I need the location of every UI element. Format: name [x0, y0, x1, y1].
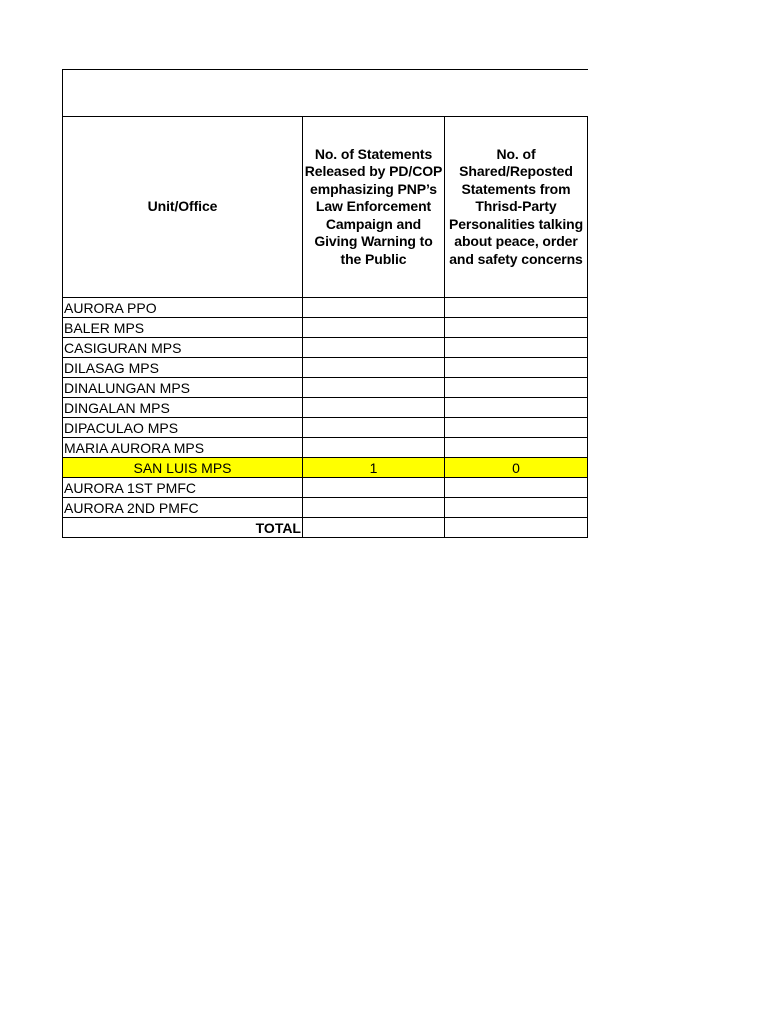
unit-cell[interactable]: AURORA 1ST PMFC: [63, 478, 303, 498]
header-row: [63, 117, 588, 298]
unit-cell[interactable]: CASIGURAN MPS: [63, 338, 303, 358]
table-row: [63, 358, 588, 378]
table-row: [63, 298, 588, 318]
table-row: [63, 438, 588, 458]
unit-cell[interactable]: DIPACULAO MPS: [63, 418, 303, 438]
header-shared-statements[interactable]: No. of Shared/Reposted Statements from Thrisd-Party Personalities talking about peace, order and safety concerns: [445, 117, 588, 298]
shared-cell[interactable]: [445, 298, 588, 318]
table-row-highlighted: [63, 458, 588, 478]
table-row: [63, 378, 588, 398]
statements-cell[interactable]: [303, 298, 445, 318]
unit-cell[interactable]: MARIA AURORA MPS: [63, 438, 303, 458]
table-row: [63, 498, 588, 518]
total-shared-cell[interactable]: [445, 518, 588, 538]
table-title-row: [63, 70, 588, 117]
report-table: [62, 69, 588, 538]
shared-cell[interactable]: [445, 398, 588, 418]
unit-cell[interactable]: AURORA PPO: [63, 298, 303, 318]
table-row: [63, 478, 588, 498]
statements-cell[interactable]: [303, 318, 445, 338]
statements-cell[interactable]: [303, 438, 445, 458]
statements-cell[interactable]: [303, 478, 445, 498]
shared-cell[interactable]: [445, 438, 588, 458]
shared-cell[interactable]: [445, 358, 588, 378]
statements-cell[interactable]: [303, 498, 445, 518]
shared-cell[interactable]: [445, 378, 588, 398]
total-row: [63, 518, 588, 538]
unit-cell[interactable]: DINALUNGAN MPS: [63, 378, 303, 398]
statements-cell[interactable]: 1: [303, 458, 445, 478]
statements-cell[interactable]: [303, 398, 445, 418]
table-row: [63, 318, 588, 338]
shared-cell[interactable]: 0: [445, 458, 588, 478]
statements-cell[interactable]: [303, 378, 445, 398]
statements-cell[interactable]: [303, 338, 445, 358]
total-label[interactable]: TOTAL: [63, 518, 303, 538]
unit-cell[interactable]: AURORA 2ND PMFC: [63, 498, 303, 518]
statements-cell[interactable]: [303, 358, 445, 378]
table-row: [63, 338, 588, 358]
unit-cell[interactable]: SAN LUIS MPS: [63, 458, 303, 478]
table-row: [63, 398, 588, 418]
header-unit-office[interactable]: Unit/Office: [63, 117, 303, 298]
table-row: [63, 418, 588, 438]
shared-cell[interactable]: [445, 498, 588, 518]
shared-cell[interactable]: [445, 338, 588, 358]
statements-cell[interactable]: [303, 418, 445, 438]
shared-cell[interactable]: [445, 478, 588, 498]
shared-cell[interactable]: [445, 318, 588, 338]
title-cell[interactable]: [63, 70, 588, 117]
header-statements-released[interactable]: No. of Statements Released by PD/COP emphasizing PNP’s Law Enforcement Campaign and Giving Warning to the Public: [303, 117, 445, 298]
total-statements-cell[interactable]: [303, 518, 445, 538]
unit-cell[interactable]: DILASAG MPS: [63, 358, 303, 378]
unit-cell[interactable]: DINGALAN MPS: [63, 398, 303, 418]
shared-cell[interactable]: [445, 418, 588, 438]
unit-cell[interactable]: BALER MPS: [63, 318, 303, 338]
